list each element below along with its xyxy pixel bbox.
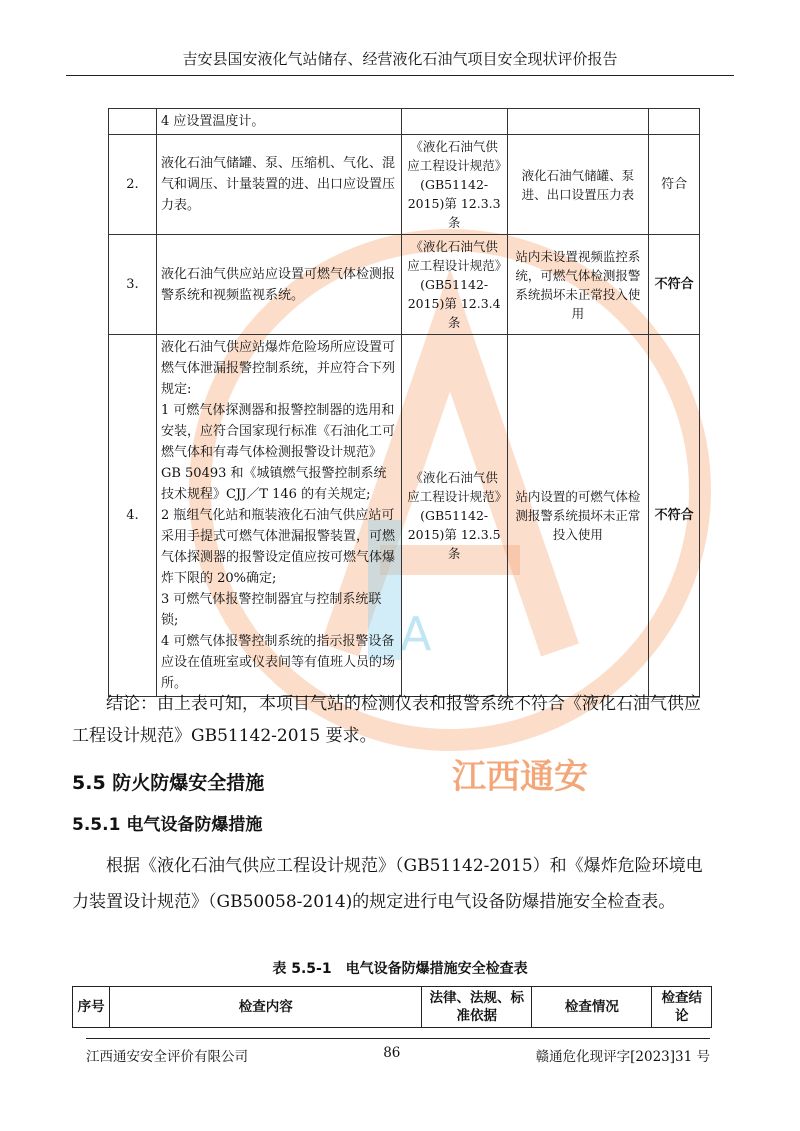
table-caption: 表 5.5-1 电气设备防爆措施安全检查表 xyxy=(272,961,528,977)
row-result: 不符合 xyxy=(649,335,700,697)
row-basis xyxy=(401,135,507,235)
row-status xyxy=(507,235,649,335)
electrical-check-table-header xyxy=(72,986,712,1028)
table-row xyxy=(109,109,700,135)
row-basis xyxy=(401,109,507,135)
content-line: 2 瓶组气化站和瓶装液化石油气供应站可采用手提式可燃气体泄漏报警装置，可燃气体探测器的报警设定值应按可燃气体爆炸下限的 20%确定; xyxy=(160,508,395,586)
row-status xyxy=(507,135,649,235)
page-footer xyxy=(86,1038,710,1065)
row-result: 符合 xyxy=(649,135,700,235)
content-line: 1 可燃气体探测器和报警控制器的选用和安装，应符合国家现行标准《石油化工可燃气体和有毒气体检测报警设计规范》GB 50493 和《城镇燃气报警控制系统技术规程》CJJ／T 146 的有关规定; xyxy=(160,403,395,502)
compliance-table xyxy=(108,108,700,697)
header-result: 检查结论 xyxy=(652,987,712,1028)
content-line: 4 可燃气体报警控制系统的指示报警设备应设在值班室或仪表间等有值班人员的场所。 xyxy=(160,634,395,691)
content-line: 4 应设置温度计。 xyxy=(160,114,265,129)
table-row xyxy=(109,335,700,697)
header-content: 检查内容 xyxy=(110,987,422,1028)
page-number: 86 xyxy=(383,1045,401,1061)
status-text: 液化石油气储罐、泵进、出口设置压力表 xyxy=(521,167,635,202)
row-status xyxy=(507,335,649,697)
status-text: 站内未设置视频监控系统，可燃气体检测报警系统损坏未正常投入使用 xyxy=(515,248,641,321)
content-line: 液化石油气供应站爆炸危险场所应设置可燃气体泄漏报警控制系统，并应符合下列规定: xyxy=(160,340,395,397)
row-seq: 4. xyxy=(109,335,157,697)
conclusion-text: 结论：由上表可知，本项目气站的检测仪表和报警系统不符合《液化石油气供应工程设计规范》GB51142-2015 要求。 xyxy=(72,694,701,746)
row-status xyxy=(507,109,649,135)
row-basis xyxy=(401,235,507,335)
table-row xyxy=(109,235,700,335)
row-content xyxy=(156,109,401,135)
content-line: 3 可燃气体报警控制器宜与控制系统联锁; xyxy=(160,592,382,628)
status-text: 站内设置的可燃气体检测报警系统损坏未正常投入使用 xyxy=(515,489,641,542)
table-row xyxy=(109,135,700,235)
header-basis: 法律、法规、标准依据 xyxy=(422,987,532,1028)
content-line: 液化石油气储罐、泵、压缩机、气化、混气和调压、计量装置的进、出口应设置压力表。 xyxy=(160,156,395,213)
basis-text: 《液化石油气供应工程设计规范》(GB51142-2015)第 12.3.4 条 xyxy=(407,239,502,330)
subsection-heading: 5.5.1 电气设备防爆措施 xyxy=(72,815,263,835)
footer-company: 江西通安安全评价有限公司 xyxy=(86,1049,248,1065)
row-result xyxy=(649,109,700,135)
body-paragraph: 根据《液化石油气供应工程设计规范》（GB51142-2015）和《爆炸危险环境电力装置设计规范》（GB50058-2014)的规定进行电气设备防爆措施安全检查表。 xyxy=(72,856,703,912)
row-content xyxy=(156,135,401,235)
page-header: 吉安县国安液化气站储存、经营液化石油气项目安全现状评价报告 xyxy=(66,48,734,76)
svg-text:A: A xyxy=(400,607,432,661)
header-seq: 序号 xyxy=(73,987,110,1028)
footer-cert-number: 赣通危化现评字[2023]31 号 xyxy=(535,1049,710,1065)
section-heading: 5.5 防火防爆安全措施 xyxy=(72,772,265,794)
header-status: 检查情况 xyxy=(532,987,652,1028)
row-seq: 3. xyxy=(109,235,157,335)
row-content xyxy=(156,335,401,697)
watermark-text: 江西通安 xyxy=(452,757,588,797)
content-line: 液化石油气供应站应设置可燃气体检测报警系统和视频监视系统。 xyxy=(160,266,395,303)
row-seq: 2. xyxy=(109,135,157,235)
row-content xyxy=(156,235,401,335)
basis-text: 《液化石油气供应工程设计规范》(GB51142-2015)第 12.3.3 条 xyxy=(407,139,502,230)
row-result: 不符合 xyxy=(649,235,700,335)
basis-text: 《液化石油气供应工程设计规范》(GB51142-2015)第 12.3.5 条 xyxy=(407,470,502,561)
row-basis xyxy=(401,335,507,697)
row-seq xyxy=(109,109,157,135)
